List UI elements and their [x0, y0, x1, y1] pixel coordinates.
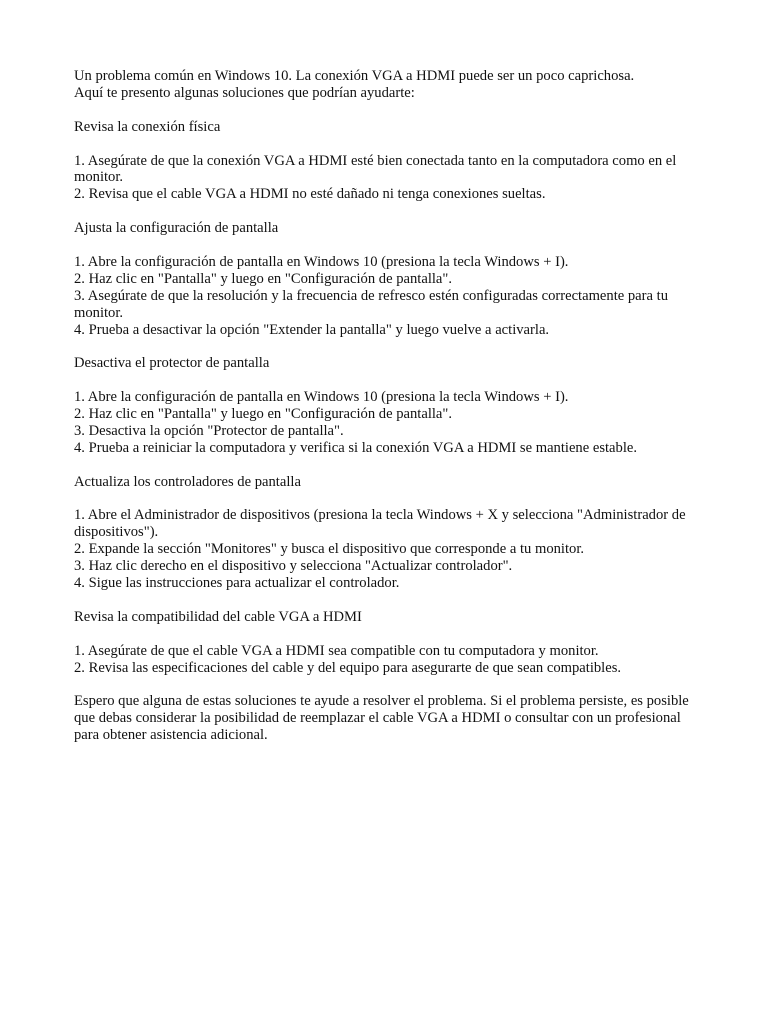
section-list [74, 507, 698, 592]
section-heading: Desactiva el protector de pantalla [74, 355, 270, 372]
list-item: 1. Abre la configuración de pantalla en Windows 10 (presiona la tecla Windows + I). [74, 253, 569, 270]
section-heading: Ajusta la configuración de pantalla [74, 220, 279, 237]
list-item: 1. Asegúrate de que el cable VGA a HDMI sea compatible con tu computadora y monitor. [74, 642, 599, 659]
section-list [74, 389, 698, 457]
section-list [74, 153, 698, 204]
list-item: 4. Sigue las instrucciones para actualizar el controlador. [74, 575, 400, 592]
section-heading: Revisa la conexión física [74, 118, 221, 135]
list-item: 2. Revisa las especificaciones del cable y del equipo para asegurarte de que sean compatibles. [74, 659, 622, 676]
list-item: 3. Haz clic derecho en el dispositivo y selecciona "Actualizar controlador". [74, 558, 513, 575]
list-item: 2. Haz clic en "Pantalla" y luego en "Configuración de pantalla". [74, 270, 453, 287]
section-list [74, 254, 698, 339]
intro-paragraph [74, 68, 698, 102]
list-item: 4. Prueba a reiniciar la computadora y verifica si la conexión VGA a HDMI se mantiene estable. [74, 439, 638, 456]
document-body [74, 68, 698, 761]
intro-line: Aquí te presento algunas soluciones que podrían ayudarte: [74, 84, 415, 101]
section-list [74, 643, 698, 677]
section-heading: Actualiza los controladores de pantalla [74, 473, 301, 490]
list-item: 2. Expande la sección "Monitores" y busca el dispositivo que corresponde a tu monitor. [74, 541, 585, 558]
closing-paragraph: Espero que alguna de estas soluciones te ayude a resolver el problema. Si el problema persiste, es posible que debas considerar la posibilidad de reemplazar el cable VGA a HDMI o consultar con un profesional para obtener asistencia adicional. [74, 693, 689, 744]
list-item: 2. Revisa que el cable VGA a HDMI no esté dañado ni tenga conexiones sueltas. [74, 186, 546, 203]
list-item: 1. Asegúrate de que la conexión VGA a HDMI esté bien conectada tanto en la computadora como en el monitor. [74, 152, 677, 186]
list-item: 1. Abre la configuración de pantalla en Windows 10 (presiona la tecla Windows + I). [74, 389, 569, 406]
section-heading: Revisa la compatibilidad del cable VGA a HDMI [74, 608, 362, 625]
list-item: 3. Desactiva la opción "Protector de pantalla". [74, 422, 344, 439]
list-item: 4. Prueba a desactivar la opción "Extender la pantalla" y luego vuelve a activarla. [74, 321, 550, 338]
list-item: 1. Abre el Administrador de dispositivos (presiona la tecla Windows + X y selecciona "Administrador de dispositivos"). [74, 507, 686, 541]
list-item: 2. Haz clic en "Pantalla" y luego en "Configuración de pantalla". [74, 406, 453, 423]
intro-line: Un problema común en Windows 10. La conexión VGA a HDMI puede ser un poco caprichosa. [74, 68, 635, 84]
list-item: 3. Asegúrate de que la resolución y la frecuencia de refresco estén configuradas correctamente para tu monitor. [74, 287, 668, 321]
